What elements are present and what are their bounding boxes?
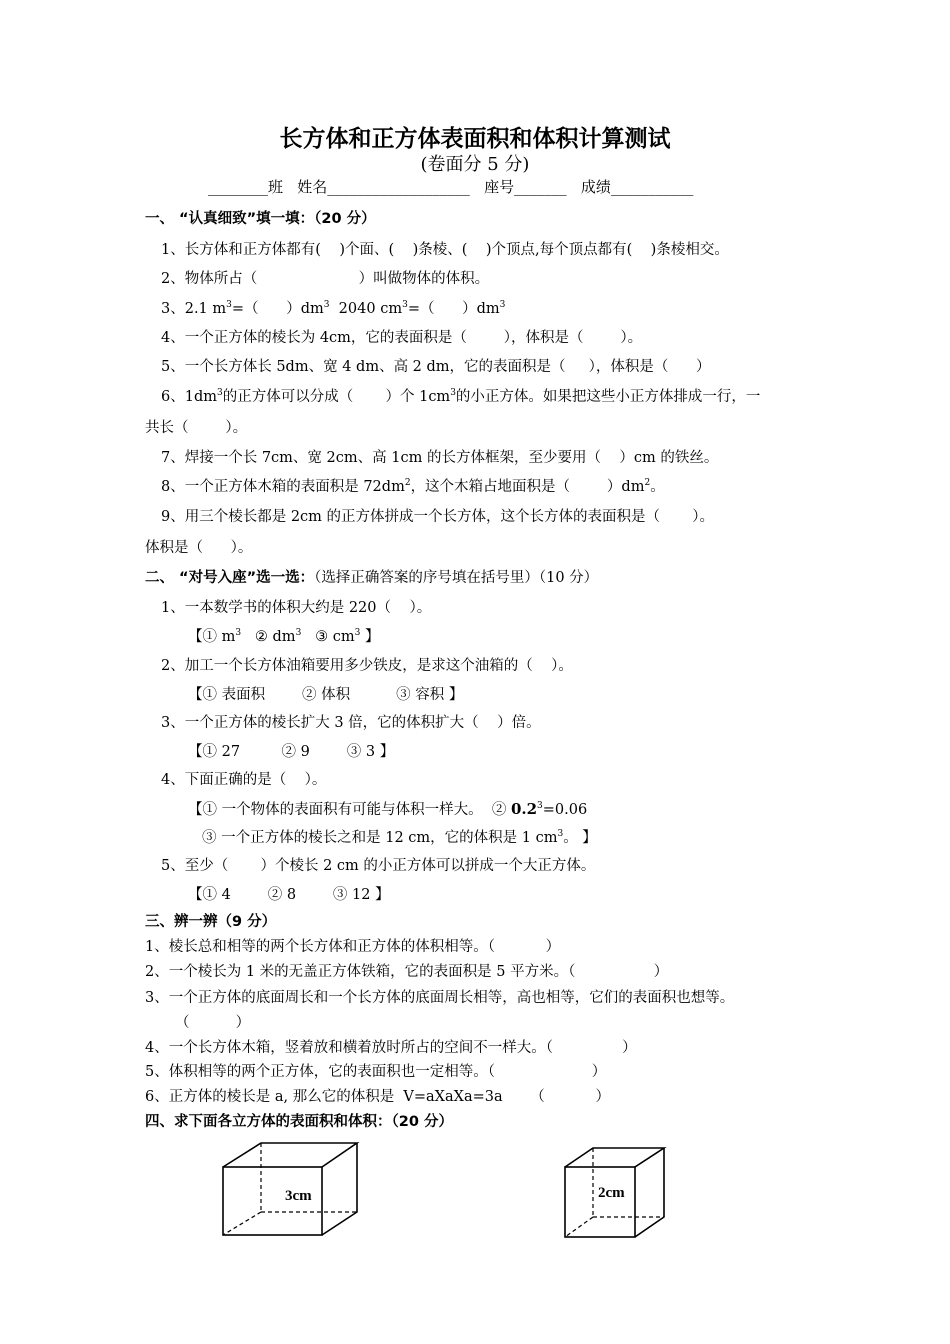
q1-sup-2: 3 xyxy=(295,628,302,639)
s2-question-4-options-2 xyxy=(202,828,597,848)
q1-opt-d: 】 xyxy=(360,629,380,645)
s2-question-2-options: 【① 表面积 ② 体积 ③ 容积 】 xyxy=(188,687,464,703)
s3-question-5: 5、体积相等的两个正方体，它的表面积也一定相等。（ ） xyxy=(145,1064,607,1080)
q6-sup-1: 3 xyxy=(216,388,223,399)
s1-question-1: 1、长方体和正方体都有( )个面、( )条棱、( )个顶点,每个顶点都有( )条棱相交。 xyxy=(161,242,729,258)
q4-opt2-b: 。 】 xyxy=(563,830,597,846)
page-subtitle: (卷面分 5 分) xyxy=(420,154,530,175)
q3-sup-4: 3 xyxy=(499,300,506,311)
q4-math-base: 0.2 xyxy=(510,800,538,818)
s3-question-6: 6、正方体的棱长是 a, 那么它的体积是 V=aXaXa=3a （ ） xyxy=(145,1089,610,1105)
q3-part-c: 2040 cm xyxy=(329,301,403,317)
student-info-line: ________班 姓名___________________ 座号_______ 成绩___________ xyxy=(208,178,694,196)
s2-question-5: 5、至少（ ）个棱长 2 cm 的小正方体可以拼成一个大正方体。 xyxy=(161,858,596,874)
s2-question-3-options: 【① 27 ② 9 ③ 3 】 xyxy=(188,744,395,760)
q1-opt-a: 【① m xyxy=(188,629,236,645)
q4-math-exp: 3 xyxy=(537,801,543,812)
s1-question-6-cont: 共长（ ）。 xyxy=(145,420,248,436)
q8-part-b: ，这个木箱占地面积是（ ）dm xyxy=(410,479,645,495)
section2-heading xyxy=(145,568,598,588)
s3-question-3: 3、一个正方体的底面周长和一个长方体的底面周长相等，高也相等，它们的表面积也想等。 xyxy=(145,990,735,1006)
q6-part-c: 的小正方体。如果把这些小正方体排成一行，一 xyxy=(455,389,761,405)
s2-question-5-options: 【① 4 ② 8 ③ 12 】 xyxy=(188,887,390,903)
s1-question-6 xyxy=(161,387,760,407)
q3-sup-1: 3 xyxy=(226,300,232,311)
s1-question-9-cont: 体积是（ ）。 xyxy=(145,540,253,556)
q8-part-a: 8、一个正方体木箱的表面积是 72dm xyxy=(161,479,405,495)
page-title: 长方体和正方体表面积和体积计算测试 xyxy=(279,126,671,152)
s2-question-4: 4、下面正确的是（ ）。 xyxy=(161,772,327,788)
s1-question-2: 2、物体所占（ ）叫做物体的体积。 xyxy=(161,271,490,287)
s3-question-4: 4、一个长方体木箱，竖着放和横着放时所占的空间不一样大。（ ） xyxy=(145,1040,637,1056)
s1-question-3 xyxy=(161,299,505,319)
section2-heading-bold: 二、 “对号入座”选一选： xyxy=(145,570,315,586)
cube-label-2cm: 2cm xyxy=(598,1185,625,1201)
q4-opt1-text: 【① 一个物体的表面积有可能与体积一样大。 ② xyxy=(188,802,507,818)
s1-question-7: 7、焊接一个长 7cm、宽 2cm、高 1cm 的长方体框架，至少要用（ ）cm 的铁丝。 xyxy=(161,450,719,466)
cube-figure-3cm xyxy=(215,1140,365,1240)
section3-heading: 三、辨一辨（9 分） xyxy=(145,914,277,930)
cube-figure-2cm xyxy=(558,1145,673,1241)
s2-question-1-options xyxy=(188,627,379,647)
s3-question-1: 1、棱长总和相等的两个长方体和正方体的体积相等。（ ） xyxy=(145,939,561,955)
s1-question-8 xyxy=(161,477,665,497)
s2-question-3: 3、一个正方体的棱长扩大 3 倍，它的体积扩大（ ）倍。 xyxy=(161,715,541,731)
q1-sup-1: 3 xyxy=(235,628,242,639)
cube-label-3cm: 3cm xyxy=(285,1188,312,1204)
s1-question-5: 5、一个长方体长 5dm、宽 4 dm、高 2 dm，它的表面积是（ ），体积是（ ） xyxy=(161,359,711,375)
q1-opt-b: ② dm xyxy=(241,629,296,645)
q6-part-b: 的正方体可以分成（ ）个 1cm xyxy=(222,389,451,405)
q6-part-a: 6、1dm xyxy=(161,389,217,405)
q6-sup-2: 3 xyxy=(450,388,456,399)
q8-sup-1: 2 xyxy=(404,478,411,489)
q1-sup-3: 3 xyxy=(354,628,361,639)
q1-opt-c: ③ cm xyxy=(301,629,355,645)
s2-question-2: 2、加工一个长方体油箱要用多少铁皮，是求这个油箱的（ ）。 xyxy=(161,658,573,674)
q3-part-b: =（ ）dm xyxy=(231,301,324,317)
q4-opt2-a: ③ 一个正方体的棱长之和是 12 cm，它的体积是 1 cm xyxy=(202,830,558,846)
section1-heading: 一、 “认真细致”填一填：（20 分） xyxy=(145,211,376,227)
q3-part-a: 3、2.1 m xyxy=(161,301,227,317)
q8-sup-2: 2 xyxy=(644,478,651,489)
q3-sup-3: 3 xyxy=(402,300,408,311)
q4-sup: 3 xyxy=(557,829,564,840)
q4-math-rest: =0.06 xyxy=(542,802,588,818)
section4-heading: 四、求下面各立方体的表面积和体积：（20 分） xyxy=(145,1114,453,1130)
s1-question-4: 4、一个正方体的棱长为 4cm，它的表面积是（ ），体积是（ ）。 xyxy=(161,330,643,346)
s2-question-4-options-1 xyxy=(188,799,587,820)
s2-question-1: 1、一本数学书的体积大约是 220（ ）。 xyxy=(161,600,432,616)
s3-question-2: 2、一个棱长为 1 米的无盖正方体铁箱，它的表面积是 5 平方米。（ ） xyxy=(145,964,669,980)
q3-sup-2: 3 xyxy=(323,300,330,311)
s1-question-9: 9、用三个棱长都是 2cm 的正方体拼成一个长方体，这个长方体的表面积是（ ）。 xyxy=(161,509,715,525)
section2-heading-rest: （选择正确答案的序号填在括号里）（10 分） xyxy=(314,570,599,586)
q3-part-d: =（ ）dm xyxy=(407,301,500,317)
s3-question-3-cont: （ ） xyxy=(175,1015,251,1031)
q8-part-c: 。 xyxy=(650,479,665,495)
